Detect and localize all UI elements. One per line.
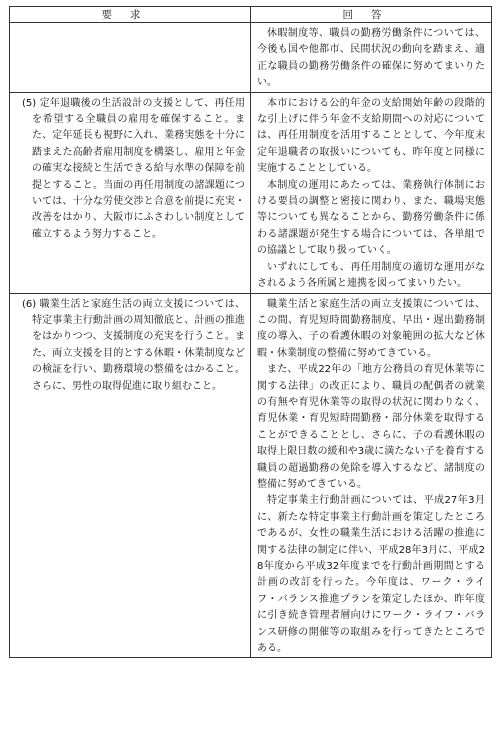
request-cell <box>10 23 251 93</box>
answer-paragraph: 本制度の運用にあたっては、業務執行体制における要員の調整と密接に関わり、また、職場実態等についても異なることから、勤務労働条件に係わる諸課題が発生する場合については、各単組での協議として取り扱っていく。 <box>257 179 485 257</box>
header-answer: 回答 <box>251 7 492 23</box>
answer-paragraph: 休暇制度等、職員の勤務労働条件については、今後も国や他都市、民間状況の動向を踏まえ、適正な職員の勤務労働条件の確保に努めてまいりたい。 <box>257 28 485 89</box>
table-row <box>10 92 492 293</box>
answer-paragraph: 本市における公的年金の支給開始年齢の段階的な引上げに伴う年金不支給期間への対応については、再任用制度を活用することとして、今年度末定年退職者の取扱いについても、昨年度と同様に実施することとしている。 <box>257 97 485 175</box>
answer-paragraph: また、平成22年の「地方公務員の育児休業等に関する法律」の改正により、職員の配偶者の就業の有無や育児休業等の取得の状況に関わりなく、育児休業・育児短時間勤務・部分休業を取得することができることとし、さらに、子の看護休暇の取得上限日数の緩和や3歳に満たない子を養育する職員の超過勤務の免除を導入するなど、諸制度の整備に努めてきている。 <box>257 364 485 490</box>
table-row <box>10 23 492 93</box>
table-header-row <box>10 7 492 23</box>
request-cell <box>10 92 251 293</box>
answer-cell <box>251 23 492 93</box>
answer-paragraph: いずれにしても、再任用制度の適切な運用がなされるよう各所属と連携を図ってまいりたい。 <box>257 261 485 290</box>
request-cell <box>10 293 251 658</box>
table-row <box>10 293 492 658</box>
answer-paragraph: 特定事業主行動計画については、平成27年3月に、新たな特定事業主行動計画を策定したところであるが、女性の職業生活における活躍の推進に関する法律の制定に伴い、平成28年3月に、平成28年度から平成32年度までを行動計画期間とする計画の改訂を行った。今年度は、ワーク・ライフ・バランス推進プランを策定したほか、昨年度に引き続き管理者層向けにワーク・ライフ・バランス研修の開催等の取組みを行ってきたところである。 <box>257 495 485 655</box>
request-text: (5) 定年退職後の生活設計の支援として、再任用を希望する全職員の雇用を確保すること。また、定年延長も視野に入れ、業務実態を十分に踏まえた高齢者雇用制度を構築し、雇用と年金の確実な接続と生活できる給与水準の保障を前提とすること。当面の再任用制度の諸課題については、十分な労使交渉と合意を前提に充実・改善をはかり、大阪市にふさわしい制度として確立するよう努力すること。 <box>22 97 245 240</box>
answer-cell <box>251 92 492 293</box>
header-request: 要求 <box>10 7 251 23</box>
answer-paragraph: 職業生活と家庭生活の両立支援策については、この間、育児短時間勤務制度、早出・遅出勤務制度の導入、子の看護休暇の対象範囲の拡大など休暇・休業制度の整備に努めてきている。 <box>257 298 485 359</box>
request-response-table <box>9 6 492 658</box>
request-text: (6) 職業生活と家庭生活の両立支援については、特定事業主行動計画の周知徹底と、計画の推進をはかりつつ、支援制度の充実を行うこと。また、両立支援を目的とする休暇・休業制度などの検証を行い、勤務環境の整備をはかること。さらに、男性の取得促進に取り組むこと。 <box>22 298 245 392</box>
answer-cell <box>251 293 492 658</box>
